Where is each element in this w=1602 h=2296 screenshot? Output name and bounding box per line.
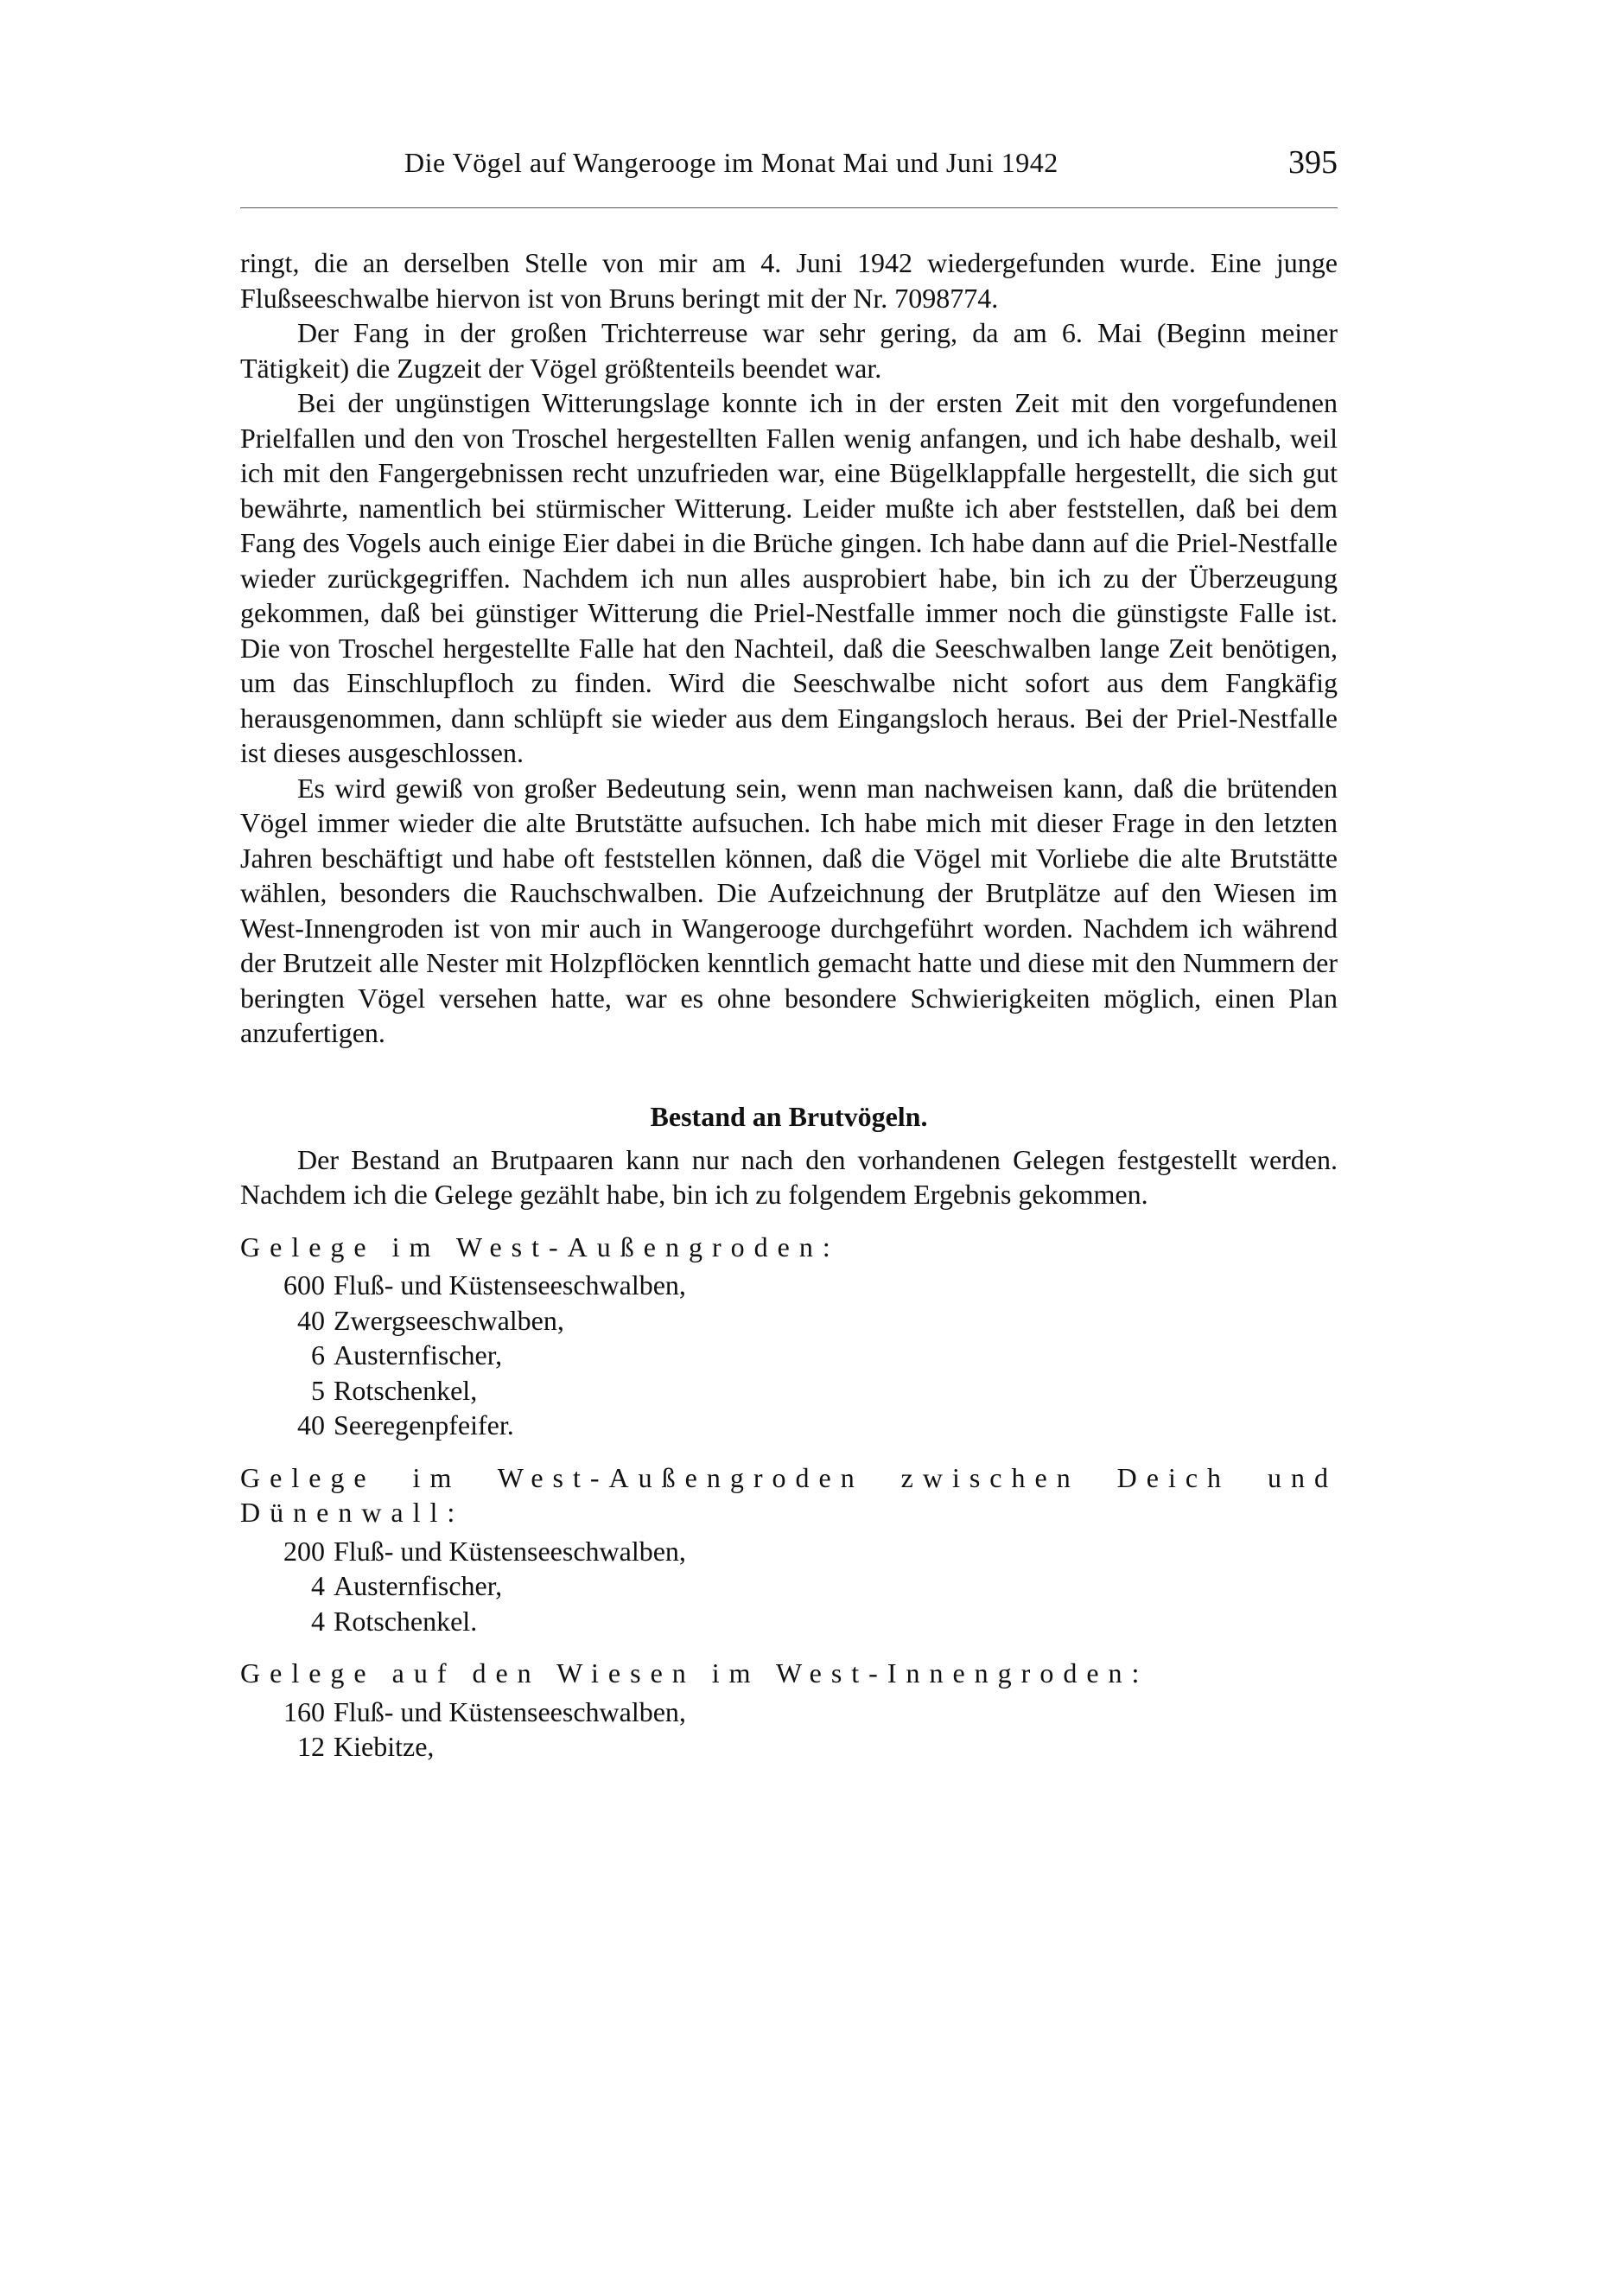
item-label: Fluß- und Küstenseeschwalben,: [334, 1535, 686, 1567]
group-list-2: [240, 1534, 1338, 1639]
item-count: 40: [297, 1409, 325, 1441]
header-rule: [240, 207, 1338, 208]
item-label: Fluß- und Küstenseeschwalben,: [334, 1269, 686, 1301]
group-list-1: [240, 1268, 1338, 1443]
list-item: [240, 1338, 1338, 1373]
item-label: Rotschenkel.: [334, 1605, 478, 1637]
running-title: Die Vögel auf Wangerooge im Monat Mai und Juni 1942: [404, 147, 1058, 178]
item-count: 4: [311, 1605, 325, 1637]
group-list-3: [240, 1695, 1338, 1765]
paragraph-2: Der Fang in der großen Trichterreuse war sehr gering, da am 6. Mai (Beginn meiner Tätigkeit) die Zugzeit der Vögel größtenteils beendet war.: [240, 317, 1338, 384]
list-item: [240, 1534, 1338, 1569]
item-label: Fluß- und Küstenseeschwalben,: [334, 1695, 686, 1727]
section-heading: Bestand an Brutvögeln.: [650, 1100, 928, 1132]
group-title-1: Gelege im West-Außengroden:: [240, 1231, 840, 1262]
paragraph-3: Bei der ungünstigen Witterungslage konnte ich in der ersten Zeit mit den vorgefundenen Prielfallen und den von Troschel hergestellten Fallen wenig anfangen, und ich habe deshalb, weil ich mit den Fangergebnissen recht unzufrieden war, eine Bügelklappfalle hergestellt, die sich gut bewährte, namentlich bei stürmischer Witterung. Leider mußte ich aber feststellen, daß bei dem Fang des Vogels auch einige Eier dabei in die Brüche gingen. Ich habe dann auf die Priel-Nestfalle wieder zurückgegriffen. Nachdem ich nun alles ausprobiert habe, bin ich zu der Überzeugung gekommen, daß bei günstiger Witterung die Priel-Nestfalle immer noch die günstigste Falle ist. Die von Troschel hergestellte Falle hat den Nachteil, daß die Seeschwalben lange Zeit benötigen, um das Einschlupfloch zu finden. Wird die Seeschwalbe nicht sofort aus dem Fangkäfig herausgenommen, dann schlüpft sie wieder aus dem Eingangsloch heraus. Bei der Priel-Nestfalle ist dieses ausgeschlossen.: [240, 387, 1338, 768]
item-count: 12: [297, 1731, 325, 1762]
list-item: [240, 1408, 1338, 1443]
page-number: 395: [1288, 144, 1338, 181]
item-count: 200: [283, 1535, 325, 1567]
group-title-2: Gelege im West-Außengroden zwischen Deich und Dünenwall:: [240, 1461, 1338, 1528]
group-title-3: Gelege auf den Wiesen im West-Innengroden:: [240, 1657, 1149, 1689]
item-count: 40: [297, 1304, 325, 1336]
section-intro: Der Bestand an Brutpaaren kann nur nach den vorhandenen Gelegen festgestellt werden. Nachdem ich die Gelege gezählt habe, bin ich zu folgendem Ergebnis gekommen.: [240, 1143, 1338, 1210]
item-label: Seeregenpfeifer.: [334, 1409, 514, 1441]
list-item: [240, 1695, 1338, 1730]
list-item: [240, 1373, 1338, 1409]
item-label: Austernfischer,: [334, 1339, 503, 1371]
item-label: Zwergseeschwalben,: [334, 1304, 564, 1336]
paragraph-1: ringt, die an derselben Stelle von mir am 4. Juni 1942 wiedergefunden wurde. Eine junge Flußseeschwalbe hiervon ist von Bruns beringt mit der Nr. 7098774.: [240, 247, 1338, 314]
item-count: 5: [311, 1374, 325, 1406]
page-body: [240, 245, 1338, 1775]
item-count: 6: [311, 1339, 325, 1371]
list-item: [240, 1729, 1338, 1765]
list-item: [240, 1303, 1338, 1339]
list-item: [240, 1604, 1338, 1639]
list-item: [240, 1568, 1338, 1604]
item-label: Austernfischer,: [334, 1570, 503, 1601]
page-header: [240, 144, 1338, 199]
item-count: 160: [283, 1695, 325, 1727]
item-count: 4: [311, 1570, 325, 1601]
paragraph-4: Es wird gewiß von großer Bedeutung sein, wenn man nachweisen kann, daß die brütenden Vögel immer wieder die alte Brutstätte aufsuchen. Ich habe mich mit dieser Frage in den letzten Jahren beschäftigt und habe oft feststellen können, daß die Vögel mit Vorliebe die alte Brutstätte wählen, besonders die Rauchschwalben. Die Aufzeichnung der Brutplätze auf den Wiesen im West-Innengroden ist von mir auch in Wangerooge durchgeführt worden. Nachdem ich während der Brutzeit alle Nester mit Holzpflöcken kenntlich gemacht hatte und diese mit den Nummern der beringten Vögel versehen hatte, war es ohne besondere Schwierigkeiten möglich, einen Plan anzufertigen.: [240, 772, 1338, 1048]
list-item: [240, 1268, 1338, 1303]
item-label: Rotschenkel,: [334, 1374, 478, 1406]
item-count: 600: [283, 1269, 325, 1301]
item-label: Kiebitze,: [334, 1731, 435, 1762]
